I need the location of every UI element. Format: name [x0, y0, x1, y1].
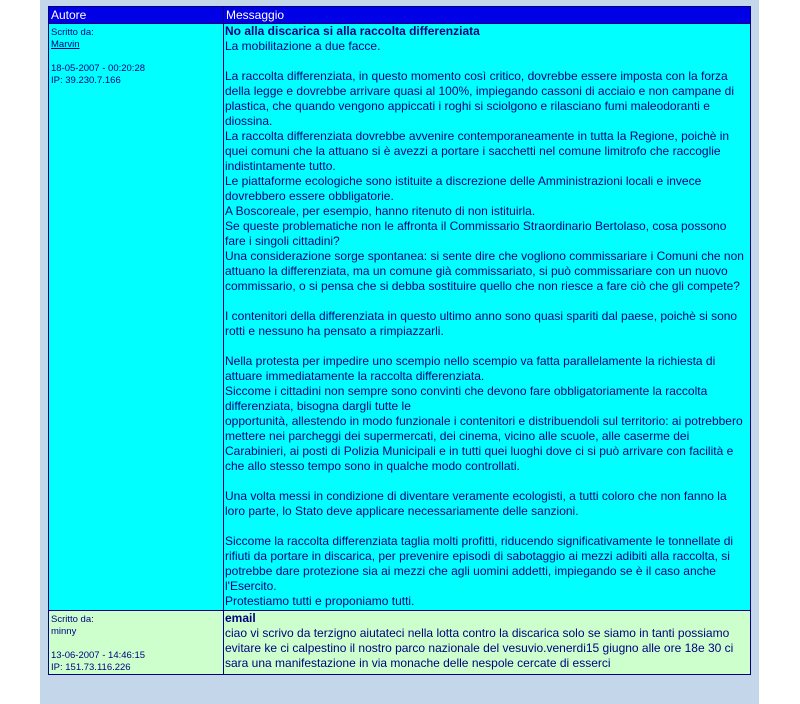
post-row [49, 611, 751, 675]
table-header [49, 7, 751, 24]
post-author-cell [49, 24, 224, 611]
forum-container [40, 0, 759, 704]
post-message-cell [224, 611, 751, 675]
written-by-label: Scritto da: [51, 614, 94, 625]
post-subject: No alla discarica si alla raccolta differenziata [225, 24, 480, 38]
post-datetime: 13-06-2007 - 14:46:15 [51, 650, 146, 661]
post-body: ciao vi scrivo da terzigno aiutateci nella lotta contro la discarica solo se siamo in tanti possiamo evitare ke ci calpestino il nostro parco nazionale del vesuvio.venerdi15 giugno alle ore 18e 30 ci sara una manifestazione in via monache delle nespole cercate di esserci [225, 626, 737, 670]
post-datetime: 18-05-2007 - 00:20:28 [51, 63, 146, 74]
author-column-header: Autore [49, 7, 224, 24]
post-ip: IP: 39.230.7.166 [51, 75, 121, 86]
written-by-label: Scritto da: [51, 27, 94, 38]
post-body: La mobilitazione a due facce. La raccolta differenziata, in questo momento così critico, dovrebbe essere imposta con la forza della legge e dovrebbe arrivare quasi al 100%, impiegando cassoni di acciaio e non campane di plastica, che quando vengono appiccati i roghi si sciolgono e rilasciano fumi maleodoranti e diossina. La raccolta differenziata dovrebbe avvenire contemporaneamente in tutta la Regione, poichè in quei comuni che la attuano si è avezzi a portare i sacchetti nel comune limitrofo che raccoglie indistintamente tutto. Le piattaforme ecologiche sono istituite a discrezione delle Amministrazioni locali e invece dovrebbero essere obbligatorie. A Boscoreale, per esempio, hanno ritenuto di non istituirla. Se queste problematiche non le affronta il Commissario Straordinario Bertolaso, cosa possono fare i singoli cittadini? Una considerazione sorge spontanea: si sente dire che vogliono commissariare i Comuni che non attuano la differenziata, ma un comune già commissariato, si può commissariare con un nuovo commissario, o si pensa che si debba sostituire quello che non riesce a fare ciò che gli compete? I contenitori della differenziata in questo ultimo anno sono quasi spariti dal paese, poichè si sono rotti e nessuno ha pensato a rimpiazzarli. Nella protesta per impedire uno scempio nello scempio va fatta parallelamente la richiesta di attuare immediatamente la raccolta differenziata. Siccome i cittadini non sempre sono convinti che devono fare obbligatoriamente la raccolta differenziata, bisogna dargli tutte le opportunità, allestendo in modo funzionale i contenitori e distribuendoli sul territorio: ai potrebbero mettere nei parcheggi dei supermercati, dei cinema, vicino alle scuole, alle caserme dei Carabinieri, ai posti di Polizia Municipali e in tutti quei luoghi dove ci si può arrivare con facilità e che allo stesso tempo sono in qualche modo controllati. Una volta messi in condizione di diventare veramente ecologisti, a tutti coloro che non fanno la loro parte, lo Stato deve applicare necessariamente delle sanzioni. Siccome la raccolta differenziata taglia molti profitti, riducendo significativamente le tonnellate di rifiuti da portare in discarica, per prevenire episodi di sabotaggio ai mezzi adibiti alla raccolta, si potrebbe dare protezione sia ai mezzi che agli uomini addetti, impiegando se è il caso anche l'Esercito. Protestiamo tutti e proponiamo tutti. [225, 39, 744, 608]
post-row [49, 24, 751, 611]
post-ip: IP: 151.73.116.226 [51, 662, 131, 673]
post-message-cell [224, 24, 751, 611]
message-column-header: Messaggio [224, 7, 751, 24]
messages-table [48, 6, 751, 675]
post-author-cell [49, 611, 224, 675]
author-link[interactable]: Marvin [51, 39, 80, 50]
author-name: minny [51, 626, 77, 637]
post-subject: email [225, 611, 256, 625]
